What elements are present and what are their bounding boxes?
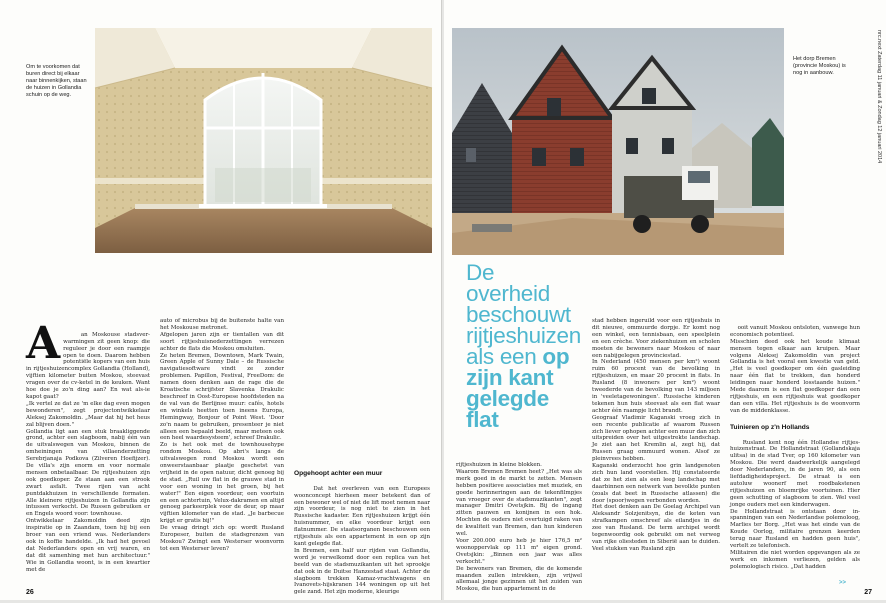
subhead-tuinieren: Tuinieren op z'n Hollands (730, 423, 810, 431)
right-column-3 (730, 318, 860, 586)
right-photo-caption: Het dorp Bremen (provincie Moskou) is nog in aanbouw. (793, 56, 846, 76)
right-column-3b-text: Rusland kent nog één Hollandse rijtjeshuizenstraat. De Hollandstraat (Gollandskaja ulitsa) in de stad Tver, op 160 kilometer van Moskou. Die werd daadwerkelijk aangelegd door Nederlanders, in de jaren 90, als een liefdadigheidsproject. De straat is een autoluw woonerf met roodbakstenen rijtjeshuizen en bloemrijke voortuinen. Hier geen schutting of slagboom te zien. Wel veel jonge ouders met een kinderwagen. De Hollandstraat is ontstaan door inspanningen van een Nederlandse polemoloog, Marlies ter Borg. „Het was het einde van de Koude Oorlog, militaire grenzen keerden terug naar Rusland en hadden geen huis", vertelt ze telefonisch. Militairen die niet worden opgevangen als ze werk en inkomen verliezen, gelden als polemologisch risico. „Dat hadden (730, 439, 861, 570)
pull-quote-bold: op zijn kant gelegde flat (466, 344, 570, 432)
continue-arrow: >> (839, 580, 847, 586)
right-page (444, 0, 886, 600)
right-column-2: stad hebben ingeruild voor een rijtjeshuis in dit nieuwe, ommuurde dorpje. Er komt nog een winkel, een tennisbaan, een speelplein en een crèche. Voor ziekenhuizen en scholen moeten de bewoners naar Moskou of naar een nabijgelegen provinciestad. In Nederland (450 mensen per km²) woont ruim 60 procent van de bevolking in rijtjeshuizen, en maar 20 procent in flats. In Rusland (8 inwoners per km²) woont tweederde van de bevolking van 143 miljoen in 'veeletagewoningen'. Russische kinderen tekenen hun huis steevast als een flat waar achter één raampje licht brandt. Geograaf Vladimir Kaganski vroeg zich in een recente publicatie af waarom Russen zich liever ophopen achter een muur dan zich uitspreiden over het uitgestrekte landschap. Je ziet aan het Kremlin al, zegt hij, dat Russen graag ommuurd wonen. Alsof ze pleinvrees hebben. Kaganski onderzocht hoe grin landgenoten zich hun land voorstellen. Hij constateerde dat ze het zien als een leeg landschap met daarbinnen een netwerk van bevolkte punten (zoals dat beet in Russische atlassen) die door (spoor)wegen verbonden worden. Het doet denken aan De Goelag Archipel van Aleksandr Solzjenitsyn, die de keten van strafkampen omschreef als eilandjes in de zee van Rusland. De term archipel wordt tegenwoordig ook gebruikt om net verweg van rijke oliesteden in Siberië aan te duiden. Veel stukken van Rusland zijn (592, 318, 720, 552)
left-column-1 (26, 318, 150, 586)
left-column-2: auto of microbus bij de buitenste halte van het Moskouse metronet. Afgelopen jaren zijn er tientallen van dit soort rijtjeshuisnederzettingen verrezen achter de flats die Moskou omsluiten. Ze heten Bremen, Downtown, Mark Twain, Green Apple of Sunny Dale – de Russische navigatiesoftware vindt ze zonder problemen. Papillon, Festival, FreeDom: de namen doen denken aan de rage die de Kroatische schrijfster Slavenka Drakulic beschreef in Oost-Europese hoofdsteden na de val van de Berlijnse muur: cafés, hotels en winkels heetten toen ineens Europa, Hemingway, Bonjour of Point West. 'Door zo'n naam te gebruiken, presenteer je niet alleen een bepaald beeld, maar meteen ook een heel waardesysteem', schreef Drakulic. Zo is het ook met de townhousehype rondom Moskou. Op abri's langs de uitvalswegen rond Moskou wordt een onweerstaanbaar plaatje geschetst van vrijheid in de open natuur, dicht genoeg bij de stad. „Ruil uw flat in de grauwe stad in voor een woning in het groen, bij het water!" Een eigen voordeur, een voortuin en een achtertuin, Velux-dakramen en altijd genoeg parkeerplek voor de deur, op maar vijftien kilometer van de stad. „Je barbecue krijgt er gratis bij!" De vraag dringt zich op: wordt Rusland Europeser, buiten de stadsgrenzen van Moskou? Zwingt een Westerser woonvorm tot een Westerser leven? (160, 318, 284, 552)
interior-room-illustration (95, 28, 432, 253)
page-number-right: 27 (864, 589, 872, 596)
bremen-village-photo (452, 28, 784, 255)
right-column-1: rijtjeshuizen in kleine blokken. Waarom Bremen Bremen heet? „Het was als merk goed in de markt te zetten. Mensen hebben positieve associaties met muziek, en goede herinneringen aan de tekenfilmpjes van vroeger over de stadsmuzikanten", zegt manager Dmitri Ovetsjkin. Bij de ingang zitten pauwen en konijnen in een hok. Mochten de ouders niet overtuigd raken van de kwaliteit van Bremen, dan hun kinderen wel. Voor 200.000 euro heb je hier 176,5 m² woonoppervlak op 111 m² eigen grond. Ovetsjkin: „Binnen een jaar was alles verkocht." De bewoners van Bremen, die de komende maanden zullen intrekken, zijn vrijwel allemaal jonge gezinnen uit het zuiden van Moskou, die hun appartement in de (456, 462, 582, 593)
pull-quote-regular: De overheid beschouwt rijtjeshuizen als een (466, 260, 581, 369)
issue-runner (870, 30, 884, 270)
subhead-opgehoopt: Opgehoopt achter een muur (294, 469, 383, 477)
runner-text: nrc.next Zaterdag 11 januari & Zondag 12 januari 2014 (876, 30, 882, 164)
townhouses-construction-illustration (452, 28, 784, 255)
right-column-3-text: ooit vanuit Moskou ontsloten, vanwege hun economisch potentieel. Misschien deed ook het koude klimaat mensen tegen elkaar aan kruipen. Maar volgens Aleksej Zakomoldin van project Gollandia is het vooral een kwestie van geld. „Het is veel goedkoper om één gasleiding naar één flat te trekken, dan honderd leidingen naar honderd losstaande huizen." Mede daarom is een flat goedkoper dan een rijtjeshuis, en een rijtjeshuis wat goedkoper dan een villa. Het rijtjeshuis is de woonvorm van de middenklasse. (730, 324, 860, 414)
page-number-left: 26 (26, 589, 34, 596)
left-column-3-text: Dat het overleven van een Europees woonconcept hierheen meer betekent dan of een bewoner wel of niet de lift moet nemen naar zijn voordeur, is nog niet te zien in het Russische kadaster. Een rijtjeshuizen krijgt één huisnummer, en elke voordeur krijgt een flatnummer. De staatsorganen beschouwen een rijtjeshuis als een appartement in een op zijn kant gelegde flat. In Bremen, een half uur rijden van Gollandia, word je verwelkomd door een replica van het beeld van de stadsmuzikanten uit het sprookje dat ook in de Duitse Hanzestad staat. Achter de slagboom trekken Kamaz-vrachtwagens en Ivanovets-hijskranen 144 woningen op uit het gele zand. Het zijn moderne, kleurige (294, 485, 431, 596)
interior-room-photo (95, 28, 432, 253)
left-column-1-text: an Moskouse stadsverwarmingen zit geen knop: die reguleer je door een raampje open te doen. Daarom hebben potentiële kopers van een huis in rijtjeshuizencomplex Gollandia (Holland), vijftien kilometer buiten Moskou, steevast vragen over de cv-ketel in de keuken. Want hoe doe je zo'n ding aan? En wat als-ie kapot gaat? „Ik vertel ze dat ze 'm elke dag even mogen bewonderen", zegt projectontwikkelaar Aleksej Zakomoldin. „Maar dat hij het heus zal blijven doen." Gollandia ligt aan een stuk braakliggende grond, achter een slagboom, nabij één van de uitvalswegen van Moskou, binnen de omheiningen van villaenderzetting Serebrjanaja Podkova (Zilveren Hoefijzer). De villa's zijn enorm en voor normale mensen onbetaalbaar. De rijtjeshuizen zijn ook goedkoper. Ze staan aan een strook zwart asfalt. Twee rijen van acht puntdakhuizen in verschillende formaten. Alle kleinere rijtjeshuizen in Gollandia zijn intussen verkocht. De Russen gebruiken er en Engels woord voor: townhouse. Ontwikkelaar Zakomoldin deed zijn inspiratie op in Zaandam, toen hij bij een broer van een vriend was. Nederlanders ook in koffie handelde. „Ik had het gevoel dat Nederlanders open en vrij waren, en dat dit samenhing met hun architectuur." Wie in Gollandia woont, is in een kwartier met de (26, 331, 150, 573)
drop-cap: A (26, 317, 61, 369)
left-column-3 (294, 318, 431, 596)
pull-quote (466, 262, 580, 430)
left-photo-caption: Om te voorkomen dat buren direct bij elkaar naar binnenkijken, staan de huizen in Gollandia schuin op de weg. (26, 64, 87, 98)
left-page (0, 0, 442, 600)
